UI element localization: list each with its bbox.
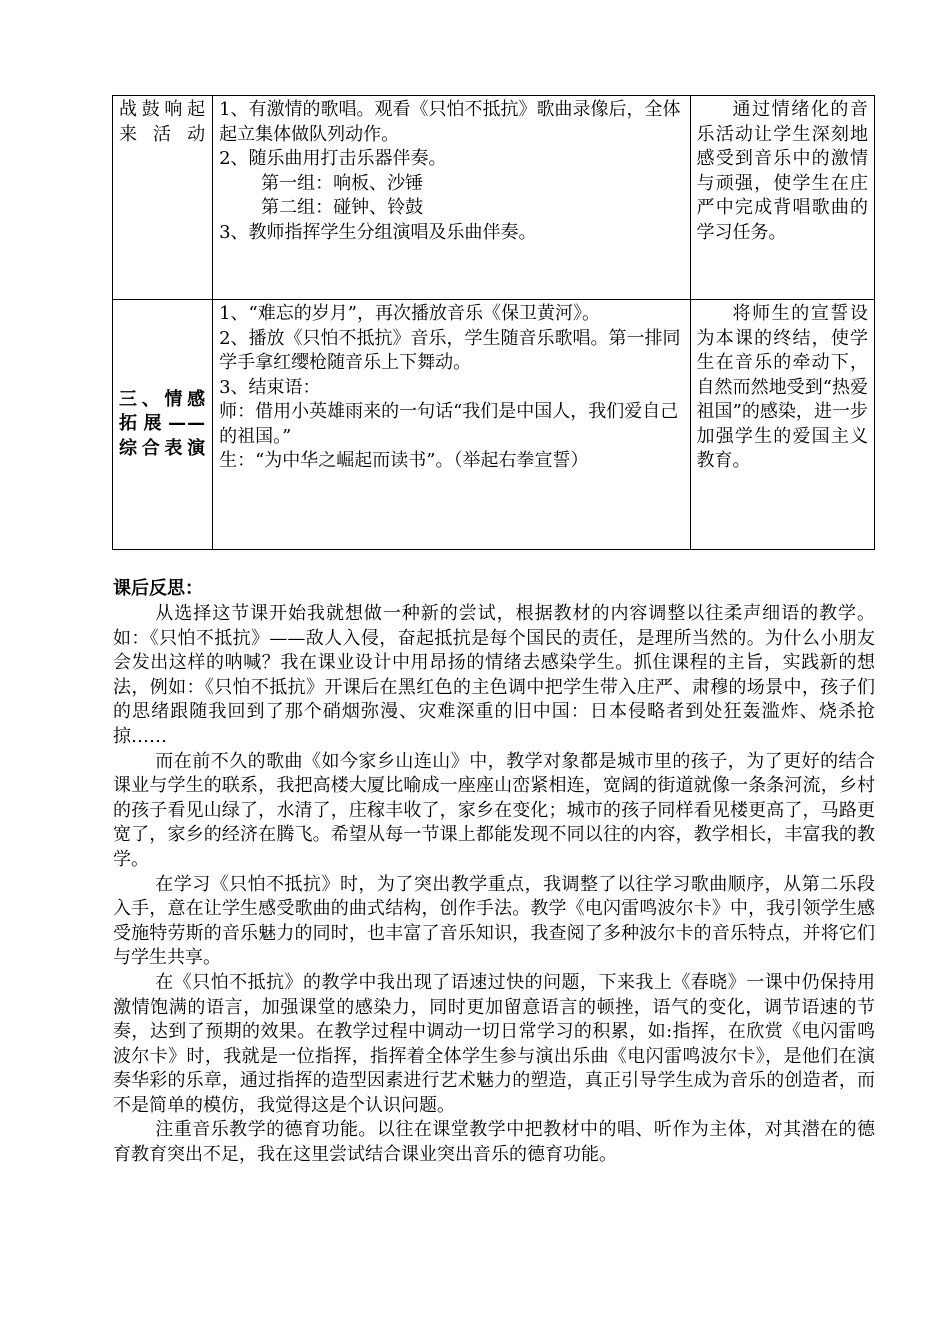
process-line: 1、“难忘的岁月”，再次播放音乐《保卫黄河》。 [219, 303, 600, 324]
process-cell [213, 96, 690, 300]
stage-cell: 战鼓响起来活动 [113, 96, 213, 300]
reflection-section [113, 576, 875, 1168]
reflection-paragraph: 在学习《只怕不抵抗》时，为了突出教学重点，我调整了以往学习歌曲顺序，从第二乐段入手，意在让学生感受歌曲的曲式结构，创作手法。教学《电闪雷鸣波尔卡》中，我引领学生感受施特劳斯的音乐魅力的同时，也丰富了音乐知识，我查阅了多种波尔卡的音乐特点，并将它们与学生共享。 [113, 873, 875, 969]
goal-cell: 将师生的宣誓设为本课的终结，使学生在音乐的牵动下，自然而然地受到“热爱祖国”的感染，进一步加强学生的爱国主义教育。 [690, 300, 874, 550]
stage-cell: 三、情感拓展——综合表演 [113, 300, 213, 550]
process-line: 3、教师指挥学生分组演唱及乐曲伴奏。 [219, 221, 537, 243]
process-line: 生：“为中华之崛起而读书”。（举起右拳宣誓） [219, 450, 589, 471]
table-row [113, 96, 875, 300]
reflection-heading: 课后反思： [113, 578, 203, 599]
reflection-paragraph: 在《只怕不抵抗》的教学中我出现了语速过快的问题，下来我上《春晓》一课中仍保持用激情饱满的语言，加强课堂的感染力，同时更加留意语言的顿挫，语气的变化，调节语速的节奏，达到了预期的效果。在教学过程中调动一切日常学习的积累，如:指挥，在欣赏《电闪雷鸣波尔卡》时，我就是一位指挥，指挥着全体学生参与演出乐曲《电闪雷鸣波尔卡》，是他们在演奏华彩的乐章，通过指挥的造型因素进行艺术魅力的塑造，真正引导学生成为音乐的创造者，而不是简单的模仿，我觉得这是个认识问题。 [113, 971, 875, 1116]
process-line: 师：借用小英雄雨来的一句话“我们是中国人，我们爱自己的祖国。” [219, 401, 679, 447]
process-line: 第一组：响板、沙锤 [261, 172, 424, 194]
reflection-paragraph: 从选择这节课开始我就想做一种新的尝试，根据教材的内容调整以往柔声细语的教学。如：《只怕不抵抗》——敌人入侵，奋起抵抗是每个国民的责任，是理所当然的。为什么小朋友会发出这样的呐喊？我在课业设计中用昂扬的情绪去感染学生。抓住课程的主旨，实践新的想法，例如：《只怕不抵抗》开课后在黑红色的主色调中把学生带入庄严、肃穆的场景中，孩子们的思绪跟随我回到了那个硝烟弥漫、灾难深重的旧中国：日本侵略者到处狂轰滥炸、烧杀抢掠…… [113, 603, 875, 747]
table-row [113, 300, 875, 550]
process-line: 3、结束语： [219, 376, 321, 398]
reflection-paragraph: 而在前不久的歌曲《如今家乡山连山》中，教学对象都是城市里的孩子，为了更好的结合课业与学生的联系，我把高楼大厦比喻成一座座山峦紧相连，宽阔的街道就像一条条河流，乡村的孩子看见山绿了，水清了，庄稼丰收了，家乡在变化；城市的孩子同样看见楼更高了，马路更宽了，家乡的经济在腾飞。希望从每一节课上都能发现不同以往的内容，教学相长，丰富我的教学。 [113, 750, 875, 870]
process-line: 2、随乐曲用打击乐器伴奏。 [219, 148, 447, 169]
lesson-plan-table [112, 95, 875, 550]
reflection-paragraph: 注重音乐教学的德育功能。以往在课堂教学中把教材中的唱、听作为主体，对其潜在的德育教育突出不足，我在这里尝试结合课业突出音乐的德育功能。 [113, 1119, 875, 1166]
process-cell [213, 300, 690, 550]
goal-cell: 通过情绪化的音乐活动让学生深刻地感受到音乐中的激情与顽强，使学生在庄严中完成背唱歌曲的学习任务。 [690, 96, 874, 300]
process-line: 1、有激情的歌唱。观看《只怕不抵抗》歌曲录像后，全体起立集体做队列动作。 [219, 99, 681, 145]
process-line: 第二组：碰钟、铃鼓 [261, 197, 424, 218]
process-line: 2、播放《只怕不抵抗》音乐，学生随音乐歌唱。第一排同学手拿红缨枪随音乐上下舞动。 [219, 327, 681, 373]
